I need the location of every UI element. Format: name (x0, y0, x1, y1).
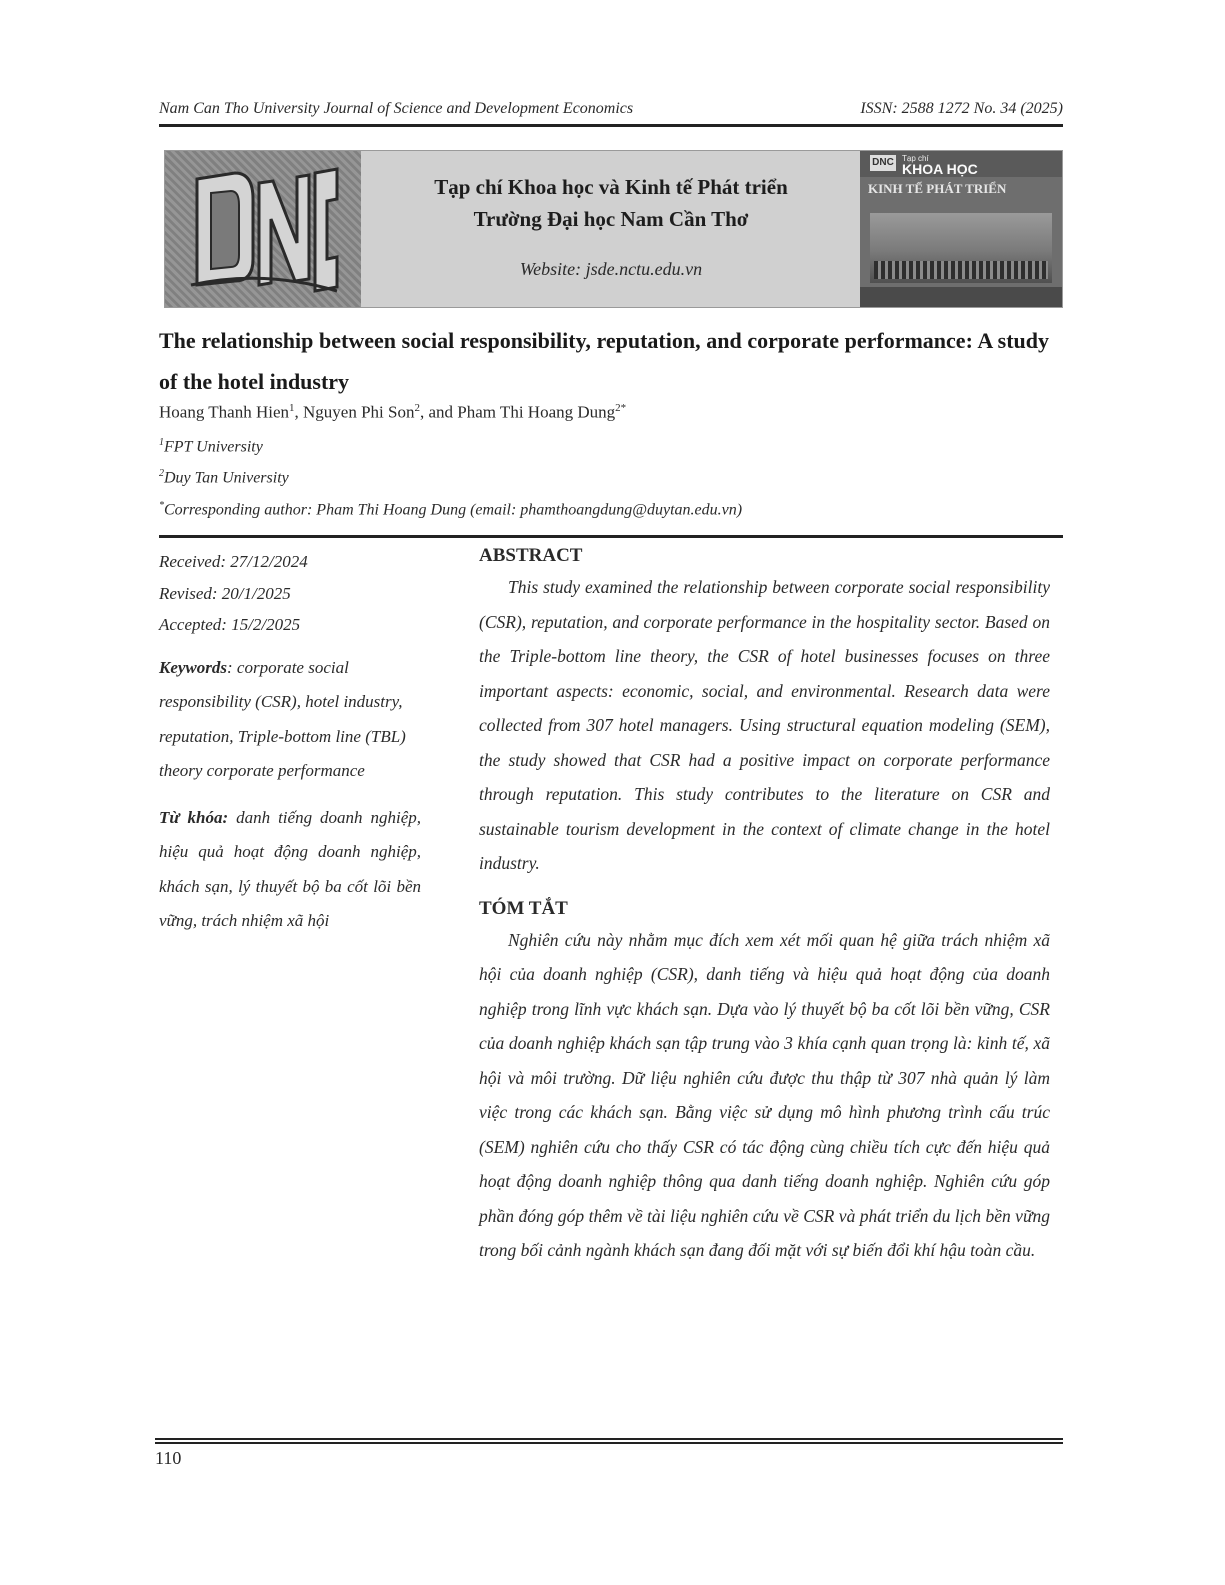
banner-title-line2: Trường Đại học Nam Cần Thơ (473, 207, 749, 231)
author-sup: 2 (414, 402, 420, 414)
author-sup: 2* (615, 402, 627, 414)
abstract-heading: ABSTRACT (479, 545, 583, 566)
keywords-text: : corporate social responsibility (CSR), hotel industry, reputation, Triple-bottom line (TBL) theory corporate performance (159, 657, 406, 780)
author-list (159, 402, 626, 423)
corresponding-author (159, 500, 742, 519)
affiliation-sup: * (159, 500, 164, 511)
header-rule (159, 124, 1063, 127)
journal-cover-thumbnail (860, 151, 1062, 307)
section-rule (159, 535, 1063, 538)
received-date: Received: 27/12/2024 (159, 552, 308, 571)
affiliation-1 (159, 437, 263, 456)
cover-photo-people (874, 261, 1048, 279)
banner-title-line1: Tạp chí Khoa học và Kinh tế Phát triển (434, 175, 788, 199)
affiliation-2 (159, 468, 289, 487)
author-name: Nguyen Phi Son (303, 402, 415, 422)
author-name: Pham Thi Hoang Dung (457, 402, 616, 422)
tom-tat-heading: TÓM TẮT (479, 897, 568, 919)
cover-photo (870, 213, 1052, 283)
page-number: 110 (155, 1448, 182, 1468)
article-info-column (159, 546, 421, 939)
keywords-vietnamese (159, 801, 421, 939)
affiliation-sup: 1 (159, 437, 164, 448)
dnc-logo-icon (187, 159, 339, 299)
dnc-logo (165, 151, 361, 307)
revised-date: Revised: 20/1/2025 (159, 583, 291, 603)
banner-text (361, 151, 861, 307)
affiliation-text: Duy Tan University (164, 469, 289, 487)
tom-tat-text: Nghiên cứu này nhằm mục đích xem xét mối quan hệ giữa trách nhiệm xã hội của doanh nghiệp (CSR), danh tiếng và hiệu quả hoạt động của doanh nghiệp trong lĩnh vực khách sạn. Dựa vào lý thuyết bộ ba cốt lõi bền vững, CSR của doanh nghiệp khách sạn tập trung vào 3 khía cạnh quan trọng là: kinh tế, xã hội và môi trường. Dữ liệu nghiên cứu được thu thập từ 307 nhà quản lý làm việc trong các khách sạn. Bằng việc sử dụng mô hình phương trình cấu trúc (SEM) nghiên cứu cho thấy CSR có tác động cùng chiều tích cực đến hiệu quả hoạt động doanh nghiệp thông qua danh tiếng doanh nghiệp. Nghiên cứu góp phần đóng góp thêm về tài liệu nghiên cứu về CSR và phát triển du lịch bền vững trong bối cảnh ngành khách sạn đang đối mặt với sự biến đổi khí hậu toàn cầu. (479, 929, 1050, 1260)
keywords-vi-text: danh tiếng doanh nghiệp, hiệu quả hoạt động doanh nghiệp, khách sạn, lý thuyết bộ ba cốt lõi bền vững, trách nhiệm xã hội (159, 807, 422, 930)
abstract-text: This study examined the relationship between corporate social responsibility (CSR), reputation, and corporate performance in the hospitality sector. Based on the Triple-bottom line theory, the CSR of hotel businesses focuses on three important aspects: economic, social, and environmental. Research data were collected from 307 hotel managers. Using structural equation modeling (SEM), the study showed that CSR had a positive impact on corporate performance through reputation. This study contributes to the literature on CSR and sustainable tourism development in the context of climate change in the hotel industry. (479, 577, 1050, 873)
author-sup: 1 (289, 402, 295, 414)
footer-rule (155, 1438, 1063, 1440)
journal-banner (164, 150, 1063, 308)
abstract-column (479, 542, 1050, 1268)
author-separator: , and (419, 402, 458, 422)
footer-rule (155, 1442, 1063, 1444)
affiliation-text: FPT University (164, 438, 263, 456)
issn-issue: ISSN: 2588 1272 No. 34 (2025) (860, 100, 1063, 117)
keywords-vi-label: Từ khóa: (159, 807, 229, 827)
keywords-label: Keywords (159, 657, 227, 677)
banner-website: Website: jsde.nctu.edu.vn (519, 259, 703, 279)
affiliation-text: Corresponding author: Pham Thi Hoang Dung (email: phamthoangdung@duytan.edu.vn) (164, 501, 743, 519)
affiliation-sup: 2 (159, 468, 164, 479)
accepted-date: Accepted: 15/2/2025 (159, 615, 301, 634)
keywords (159, 651, 421, 789)
cover-title: KHOA HỌC (902, 161, 978, 177)
journal-name: Nam Can Tho University Journal of Science and Development Economics (159, 100, 634, 117)
author-separator: , (294, 402, 303, 422)
cover-footer-band (860, 287, 1062, 307)
article-title: The relationship between social responsibility, reputation, and corporate performance: A study of the hotel industry (159, 328, 1049, 394)
author-name: Hoang Thanh Hien (159, 402, 289, 422)
cover-subtitle: KINH TẾ PHÁT TRIỂN (868, 181, 1007, 196)
running-header (159, 100, 1063, 122)
cover-logo: DNC (870, 155, 896, 171)
cover-small-text: Tạp chí (902, 154, 929, 163)
